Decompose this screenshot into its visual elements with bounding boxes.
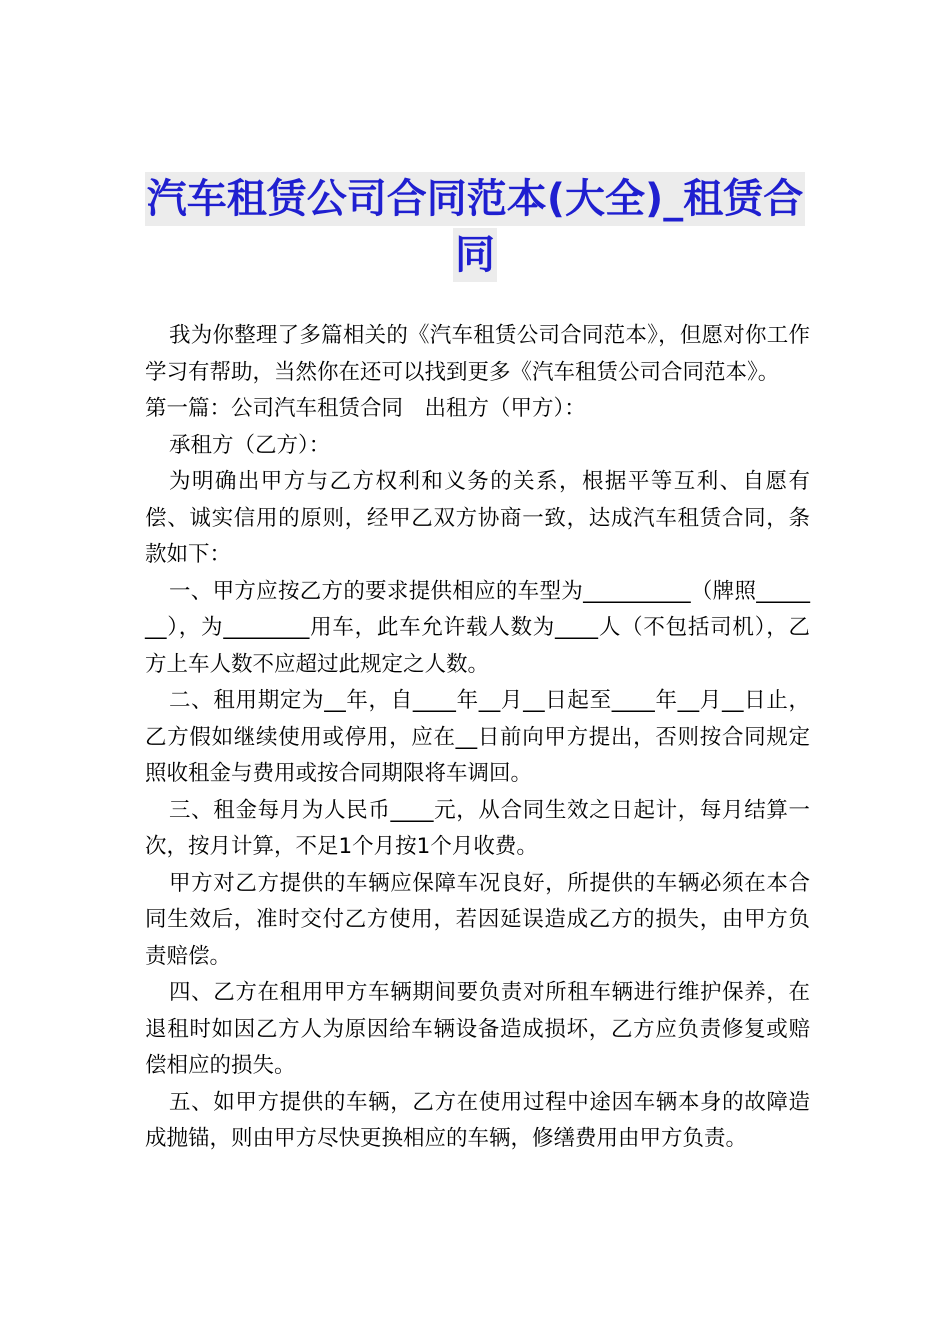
paragraph-clause-4: 四、乙方在租用甲方车辆期间要负责对所租车辆进行维护保养，在退租时如因乙方人为原因给车辆设备造成损坏，乙方应负责修复或赔偿相应的损失。 — [145, 980, 810, 1078]
paragraph-clause-2: 二、租用期定为__年，自____年__月__日起至____年__月__日止，乙方假如继续使用或停用，应在__日前向甲方提出，否则按合同规定照收租金与费用或按合同期限将车调回。 — [145, 688, 810, 786]
paragraph-intro: 我为你整理了多篇相关的《汽车租赁公司合同范本》，但愿对你工作学习有帮助，当然你在还可以找到更多《汽车租赁公司合同范本》。 — [145, 323, 810, 385]
title-line-1: 汽车租赁公司合同范本(大全)_租赁合 — [145, 172, 806, 226]
paragraph-clause-3: 三、租金每月为人民币____元，从合同生效之日起计，每月结算一次，按月计算，不足1个月按1个月收费。 — [145, 797, 810, 859]
paragraph-clause-5: 五、如甲方提供的车辆，乙方在使用过程中途因车辆本身的故障造成抛锚，则由甲方尽快更换相应的车辆，修缮费用由甲方负责。 — [145, 1089, 810, 1151]
paragraph-preamble: 为明确出甲方与乙方权利和义务的关系，根据平等互利、自愿有偿、诚实信用的原则，经甲乙双方协商一致，达成汽车租赁合同，条款如下： — [145, 469, 810, 567]
paragraph-clause-1: 一、甲方应按乙方的要求提供相应的车型为__________（牌照_______），为________用车，此车允许载人数为____人（不包括司机），乙方上车人数不应超过此规定之人数。 — [145, 578, 810, 677]
paragraph-lessee: 承租方（乙方）： — [169, 432, 331, 458]
document-body — [145, 318, 810, 1158]
paragraph-section-heading: 第一篇：公司汽车租赁合同 出租方（甲方）： — [145, 396, 586, 421]
document-title — [0, 172, 950, 284]
title-line-2: 同 — [453, 228, 497, 282]
paragraph-vehicle-condition: 甲方对乙方提供的车辆应保障车况良好，所提供的车辆必须在本合同生效后，准时交付乙方使用，若因延误造成乙方的损失，由甲方负责赔偿。 — [145, 870, 810, 969]
